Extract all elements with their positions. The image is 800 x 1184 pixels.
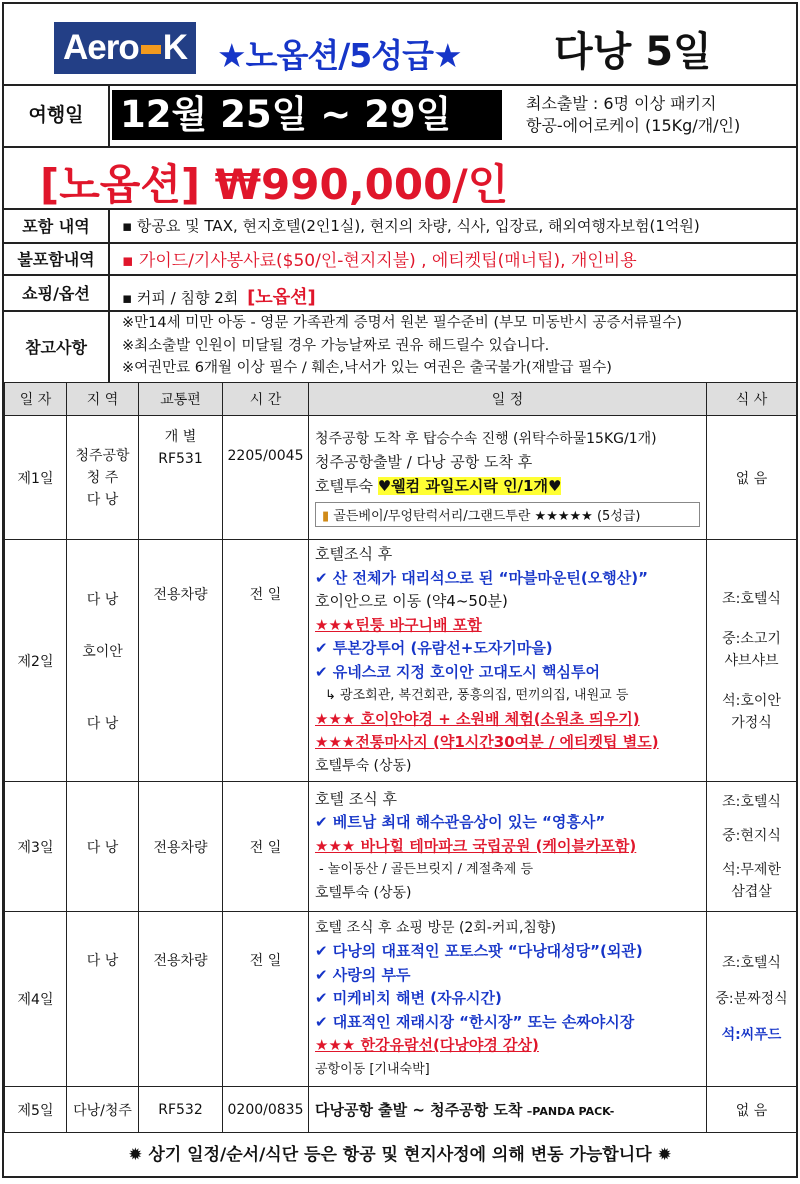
note-item: ※만14세 미만 아동 - 영문 가족관계 증명서 원본 필수준비 (부모 미동반시 공증서류필수) (122, 315, 683, 331)
header-day: 일 자 (5, 383, 67, 416)
schedule-line: ✔ 미케비치 해변 (자유시간) (315, 989, 502, 1008)
schedule-line: ★★★ 바나힐 테마파크 국립공원 (케이블카포함) (315, 836, 637, 855)
footer-text: 상기 일정/순서/식단 등은 항공 및 현지사정에 의해 변동 가능합니다 (148, 1145, 652, 1165)
schedule-line: ✔ 다낭의 대표적인 포토스팟 “다낭대성당”(외관) (315, 942, 643, 961)
schedule-line: ★★★ 한강유람선(다낭야경 감상) (315, 1036, 539, 1055)
included-text: ▪ 항공요 및 TAX, 현지호텔(2인1실), 현지의 차량, 식사, 입장료, 해외여행자보험(1억원) (122, 217, 700, 235)
price: [노옵션] ₩990,000/인 (40, 160, 509, 209)
meal-item: 중:현지식 (722, 827, 781, 844)
header-schedule: 일 정 (309, 383, 707, 416)
welcome-fruit-highlight: ♥웰컴 과일도시락 인/1개♥ (377, 476, 562, 495)
bullet-icon: ✹ (128, 1145, 143, 1165)
shopping-text: ▪ 커피 / 침향 2회 (122, 289, 239, 307)
schedule-line: 호텔조식 후 (315, 545, 393, 563)
meal-item: 중:소고기 (722, 630, 781, 647)
table-row (5, 912, 797, 1087)
panda-pack-label: –PANDA PACK- (526, 1105, 615, 1118)
meal-item: 조:호텔식 (722, 590, 781, 607)
time-cell: 전 일 (223, 912, 309, 1087)
region-name: 청주공항 (75, 447, 130, 464)
flight-number: RF531 (158, 451, 203, 467)
itinerary-flyer (2, 2, 798, 1178)
time-cell: 전 일 (223, 782, 309, 912)
time-cell: 전 일 (223, 540, 309, 782)
schedule-cell (309, 1087, 707, 1133)
transport-type: 개 별 (164, 429, 197, 445)
table-row (5, 782, 797, 912)
region-name: 다 낭 (86, 591, 119, 608)
hotel-icon: ▮ (322, 509, 330, 525)
included-label: 포함 내역 (4, 208, 110, 242)
region-cell (67, 540, 139, 782)
header-transport: 교통편 (139, 383, 223, 416)
header-region: 지 역 (67, 383, 139, 416)
notes-row (4, 310, 796, 384)
notes-list (122, 312, 682, 380)
aerok-logo: Aero K (54, 22, 196, 74)
day-cell: 제4일 (5, 912, 67, 1087)
table-row (5, 540, 797, 782)
footer-notice (4, 1134, 796, 1176)
schedule-line: ✔ 투본강투어 (유람선+도자기마을) (315, 639, 553, 657)
schedule-line: ★★★전통마사지 (약1시간30여분 / 에티켓팁 별도) (315, 733, 659, 751)
schedule-line: ✔ 산 전체가 대리석으로 된 “마블마운틴(오행산)” (315, 568, 648, 587)
schedule-line: ↳ 광조회관, 복건회관, 풍흥의집, 떤끼의집, 내원교 등 (325, 688, 629, 703)
travel-dates: 12월 25일 ~ 29일 (112, 90, 502, 140)
region-name: 청 주 (86, 469, 119, 486)
excluded-row (4, 242, 796, 276)
meal-item: 석:호이안 (722, 692, 781, 709)
hotel-names: 골든베이/무엉탄럭서리/그랜드투란 ★★★★★ (5성급) (333, 509, 641, 525)
schedule-line: ✔ 대표적인 재래시장 “한시장” 또는 손짜야시장 (315, 1012, 635, 1031)
schedule-line: 청주공항출발 / 다낭 공항 도착 후 (315, 453, 533, 472)
package-title: ★노옵션/5성급★ (217, 36, 462, 75)
transport-cell: 전용차량 (139, 540, 223, 782)
notes-label: 참고사항 (4, 310, 110, 382)
region-name: 다 낭 (86, 715, 119, 732)
transport-cell (139, 416, 223, 540)
region-cell: 다낭/청주 (67, 1087, 139, 1133)
schedule-cell (309, 912, 707, 1087)
note-item: ※여권만료 6개월 이상 필수 / 훼손,낙서가 있는 여권은 출국불가(재발급 필수) (122, 360, 612, 376)
schedule-line: ✔ 유네스코 지정 호이안 고대도시 핵심투어 (315, 662, 601, 681)
schedule-line: ★★★ 호이안야경 + 소원배 체험(소원초 띄우기) (315, 709, 640, 728)
meal-item: 샤브샤브 (724, 652, 779, 669)
schedule-line: - 놀이동산 / 골든브릿지 / 계절축제 등 (319, 862, 534, 878)
region-cell: 다 낭 (67, 912, 139, 1087)
note-item: ※최소출발 인원이 미달될 경우 가능날짜로 권유 해드릴수 있습니다. (122, 337, 550, 354)
schedule-line: ✔ 베트남 최대 해수관음상이 있는 “영흥사” (315, 813, 606, 832)
price-row (4, 146, 796, 210)
shopping-row (4, 274, 796, 312)
table-header-row (5, 383, 797, 416)
meal-cell (707, 540, 797, 782)
schedule-line: ★★★틴퉁 바구니배 포함 (315, 615, 482, 634)
day-cell: 제3일 (5, 782, 67, 912)
meal-item: 석:무제한 (722, 861, 781, 878)
hotel-checkin: 호텔투숙 (315, 476, 373, 495)
hotel-box (315, 502, 700, 527)
schedule-line: 호텔 조식 후 쇼핑 방문 (2회-커피,침향) (315, 919, 556, 936)
transport-cell: 전용차량 (139, 912, 223, 1087)
schedule-line: 청주공항 도착 후 탑승수속 진행 (위탁수하물15KG/1개) (315, 430, 657, 447)
schedule-line: 공항이동 [기내숙박] (315, 1061, 430, 1077)
excluded-label: 불포함내역 (4, 242, 110, 274)
schedule-cell (309, 416, 707, 540)
no-option-tag: [노옵션] (247, 287, 316, 308)
meal-item: 조:호텔식 (722, 955, 781, 971)
table-row (5, 416, 797, 540)
region-cell (67, 416, 139, 540)
destination-title: 다낭 5일 (554, 29, 712, 75)
meal-item: 가정식 (731, 714, 772, 731)
schedule-line: 호텔투숙 (상동) (315, 884, 412, 901)
meal-item: 삼겹살 (731, 883, 772, 900)
day-cell: 제5일 (5, 1087, 67, 1133)
schedule-line: 호텔 조식 후 (315, 789, 397, 808)
time-cell: 2205/0045 (223, 416, 309, 540)
meal-item: 석:씨푸드 (721, 1027, 782, 1043)
shopping-label: 쇼핑/옵션 (4, 274, 110, 310)
travel-date-label: 여행일 (4, 84, 110, 146)
meal-cell (707, 782, 797, 912)
airline-info: 항공-에어로케이 (15Kg/개/인) (526, 116, 741, 135)
region-name: 호이안 (82, 643, 123, 660)
schedule-line: 호이안으로 이동 (약4~50분) (315, 592, 508, 610)
meal-item: 조:호텔식 (722, 793, 781, 810)
travel-date-row (4, 84, 796, 148)
header (4, 4, 796, 86)
day-cell: 제2일 (5, 540, 67, 782)
transport-cell: 전용차량 (139, 782, 223, 912)
schedule-line: 호텔투숙 (상동) (315, 757, 412, 774)
meal-item: 중:분짜정식 (715, 991, 788, 1007)
bullet-icon: ✹ (657, 1145, 672, 1165)
header-meal: 식 사 (707, 383, 797, 416)
time-cell: 0200/0835 (223, 1087, 309, 1133)
header-time: 시 간 (223, 383, 309, 416)
meal-cell: 없 음 (707, 1087, 797, 1133)
schedule-table (4, 382, 797, 1133)
transport-cell: RF532 (139, 1087, 223, 1133)
excluded-text: ▪ 가이드/기사봉사료($50/인-현지지불) , 에티켓팁(매너팁), 개인비용 (122, 251, 637, 271)
region-cell: 다 낭 (67, 782, 139, 912)
included-row (4, 208, 796, 244)
departure-info (526, 93, 740, 137)
schedule-line (315, 475, 700, 499)
day-cell: 제1일 (5, 416, 67, 540)
region-name: 다 낭 (86, 491, 119, 508)
schedule-cell (309, 540, 707, 782)
table-row (5, 1087, 797, 1133)
schedule-line: 다낭공항 출발 ~ 청주공항 도착 (315, 1101, 523, 1119)
shopping-info (122, 283, 316, 309)
schedule-line: ✔ 사랑의 부두 (315, 965, 411, 984)
min-departure: 최소출발 : 6명 이상 패키지 (526, 94, 717, 113)
meal-cell (707, 912, 797, 1087)
schedule-cell (309, 782, 707, 912)
meal-cell: 없 음 (707, 416, 797, 540)
